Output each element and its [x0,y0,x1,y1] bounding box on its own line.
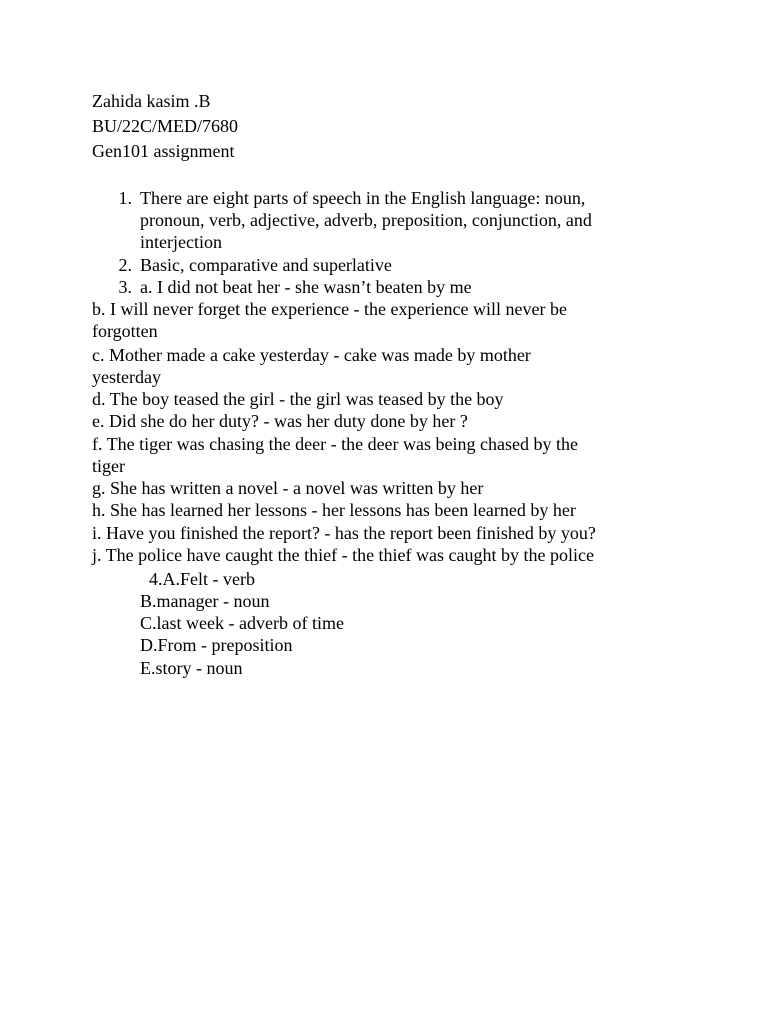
list-number-2: 2. [118,255,132,275]
answer-3h: h. She has learned her lessons - her lessons has been learned by her [92,500,576,520]
answer-3c-line-2: yesterday [92,367,161,387]
registration-number: BU/22C/MED/7680 [92,116,239,136]
answer-3d: d. The boy teased the girl - the girl was teased by the boy [92,389,504,409]
answer-3j: j. The police have caught the thief - the thief was caught by the police [92,545,594,565]
answer-3e: e. Did she do her duty? - was her duty done by her ? [92,411,468,431]
student-name: Zahida kasim .B [92,91,211,111]
answer-3a: a. I did not beat her - she wasn’t beaten by me [140,277,472,297]
answer-3b-line-1: b. I will never forget the experience - the experience will never be [92,299,567,319]
list-number-3: 3. [118,277,132,297]
answer-2: Basic, comparative and superlative [140,255,392,275]
answer-3i: i. Have you finished the report? - has the report been finished by you? [92,523,596,543]
answer-1-line-1: There are eight parts of speech in the English language: noun, [140,188,586,208]
answer-4c: C.last week - adverb of time [140,613,344,633]
assignment-title: Gen101 assignment [92,141,235,161]
answer-4d: D.From - preposition [140,635,293,655]
answer-4b: B.manager - noun [140,591,270,611]
answer-3c-line-1: c. Mother made a cake yesterday - cake was made by mother [92,345,531,365]
answer-1-line-2: pronoun, verb, adjective, adverb, preposition, conjunction, and [140,210,592,230]
answer-1-line-3: interjection [140,232,222,252]
answer-4a: 4.A.Felt - verb [149,569,255,589]
answer-3b-line-2: forgotten [92,321,158,341]
answer-3f-line-2: tiger [92,456,125,476]
list-number-1: 1. [118,188,132,208]
answer-4e: E.story - noun [140,658,243,678]
answer-3f-line-1: f. The tiger was chasing the deer - the deer was being chased by the [92,434,578,454]
answer-3g: g. She has written a novel - a novel was written by her [92,478,484,498]
